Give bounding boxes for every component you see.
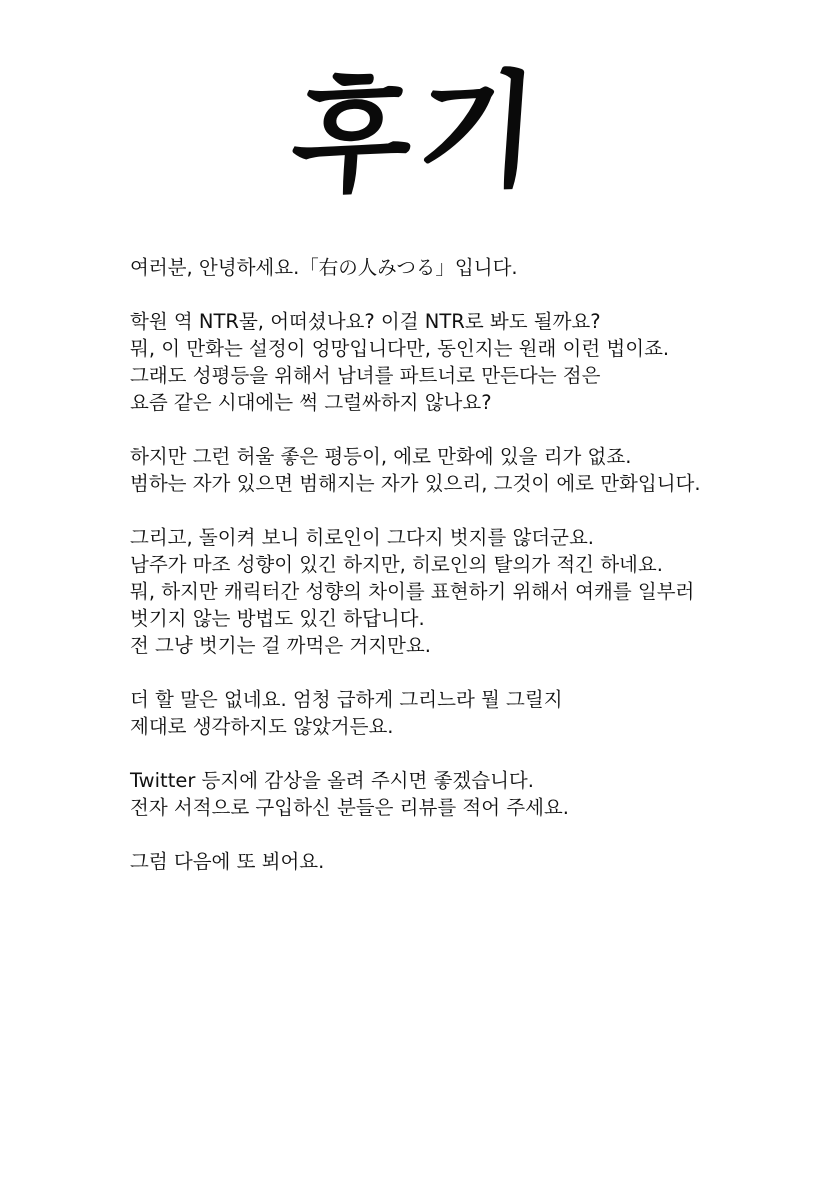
text-line: 범하는 자가 있으면 범해지는 자가 있으리, 그것이 에로 만화입니다.: [130, 472, 701, 495]
text-line: 여러분, 안녕하세요.「右の人みつる」입니다.: [130, 256, 518, 279]
paragraph-greeting: [130, 254, 770, 281]
text-line: 남주가 마조 성향이 있긴 하지만, 히로인의 탈의가 적긴 하네요.: [130, 553, 663, 576]
paragraph-nothing-more: [130, 686, 770, 740]
text-line: 전 그냥 벗기는 걸 까먹은 거지만요.: [130, 634, 431, 657]
text-line: 그리고, 돌이켜 보니 히로인이 그다지 벗지를 않더군요.: [130, 526, 595, 549]
title-area: [0, 60, 835, 230]
text-line: 요즘 같은 시대에는 썩 그럴싸하지 않나요?: [130, 391, 492, 414]
text-line: 뭐, 하지만 캐릭터간 성향의 차이를 표현하기 위해서 여캐를 일부러: [130, 580, 695, 603]
text-line: 그래도 성평등을 위해서 남녀를 파트너로 만든다는 점은: [130, 364, 601, 387]
paragraph-feedback: [130, 767, 770, 821]
paragraph-ntr-question: [130, 308, 770, 416]
afterword-body: [130, 254, 770, 902]
text-line: 벗기지 않는 방법도 있긴 하답니다.: [130, 607, 425, 630]
paragraph-farewell: [130, 848, 770, 875]
paragraph-heroine: [130, 524, 770, 659]
text-line: 전자 서적으로 구입하신 분들은 리뷰를 적어 주세요.: [130, 796, 569, 819]
text-line: 학원 역 NTR물, 어떠셨나요? 이걸 NTR로 봐도 될까요?: [130, 310, 601, 333]
text-line: 하지만 그런 허울 좋은 평등이, 에로 만화에 있을 리가 없죠.: [130, 445, 632, 468]
text-line: 뭐, 이 만화는 설정이 엉망입니다만, 동인지는 원래 이런 법이죠.: [130, 337, 670, 360]
text-line: 그럼 다음에 또 뵈어요.: [130, 850, 325, 873]
page-title: 후기: [286, 58, 549, 212]
paragraph-equality: [130, 443, 770, 497]
text-line: 더 할 말은 없네요. 엄청 급하게 그리느라 뭘 그릴지: [130, 688, 563, 711]
text-line: 제대로 생각하지도 않았거든요.: [130, 715, 394, 738]
text-line: Twitter 등지에 감상을 올려 주시면 좋겠습니다.: [130, 769, 534, 792]
